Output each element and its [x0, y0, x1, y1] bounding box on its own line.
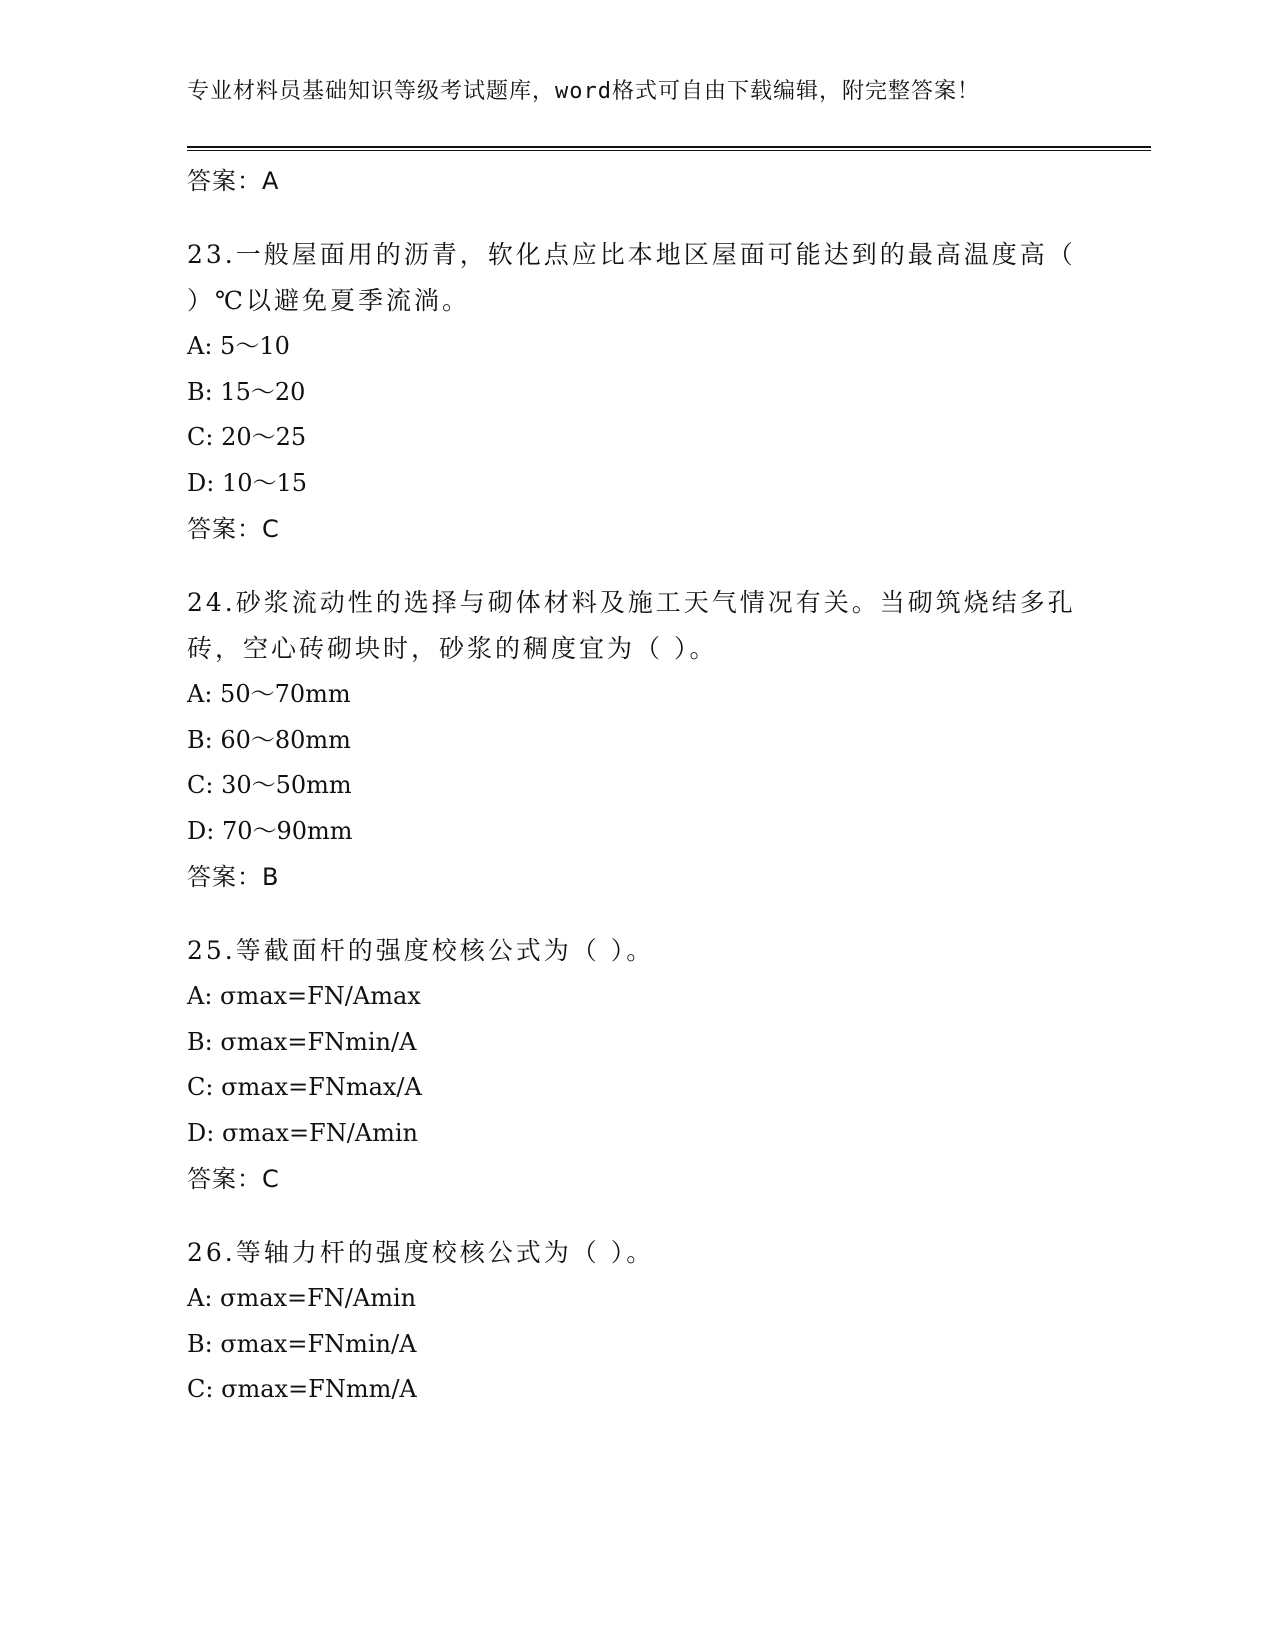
option-a: A: 5～10 [187, 332, 290, 360]
answer-line: 答案：B [187, 863, 280, 891]
option-c: C: 30～50mm [187, 771, 352, 799]
option-d: D: σmax=FN/Amin [187, 1118, 419, 1147]
option-b: B: σmax=FNmin/A [187, 1027, 417, 1056]
option-b: B: 60～80mm [187, 725, 351, 754]
document-body [187, 156, 1087, 1413]
option-a: A: 50～70mm [187, 680, 351, 708]
question-stem: 26.等轴力杆的强度校核公式为（ ）。 [187, 1238, 655, 1267]
option-c: C: σmax=FNmax/A [187, 1073, 422, 1101]
question-24 [187, 580, 1087, 900]
question-23 [187, 232, 1087, 552]
question-26 [187, 1230, 1087, 1413]
option-c: C: σmax=FNmm/A [187, 1375, 417, 1403]
question-stem: 24.砂浆流动性的选择与砌体材料及施工天气情况有关。当砌筑烧结多孔砖，空心砖砌块时，砂浆的稠度宜为（ ）。 [187, 588, 1076, 663]
option-d: D: 70～90mm [187, 816, 353, 845]
option-b: B: 15～20 [187, 377, 306, 406]
question-stem: 25.等截面杆的强度校核公式为（ ）。 [187, 936, 655, 965]
page-header: 专业材料员基础知识等级考试题库，word格式可自由下载编辑，附完整答案！ [187, 79, 980, 104]
option-c: C: 20～25 [187, 423, 307, 451]
answer-line: 答案：C [187, 515, 280, 543]
question-stem: 23.一般屋面用的沥青，软化点应比本地区屋面可能达到的最高温度高（ ）℃以避免夏季流淌。 [187, 240, 1076, 315]
option-d: D: 10～15 [187, 468, 308, 497]
option-a: A: σmax=FN/Amin [187, 1284, 417, 1312]
option-b: B: σmax=FNmin/A [187, 1329, 417, 1358]
header-divider [187, 146, 1151, 151]
answer-line: 答案：C [187, 1165, 280, 1193]
question-25 [187, 928, 1087, 1202]
option-a: A: σmax=FN/Amax [187, 982, 421, 1010]
previous-question-answer: 答案：A [187, 167, 280, 195]
